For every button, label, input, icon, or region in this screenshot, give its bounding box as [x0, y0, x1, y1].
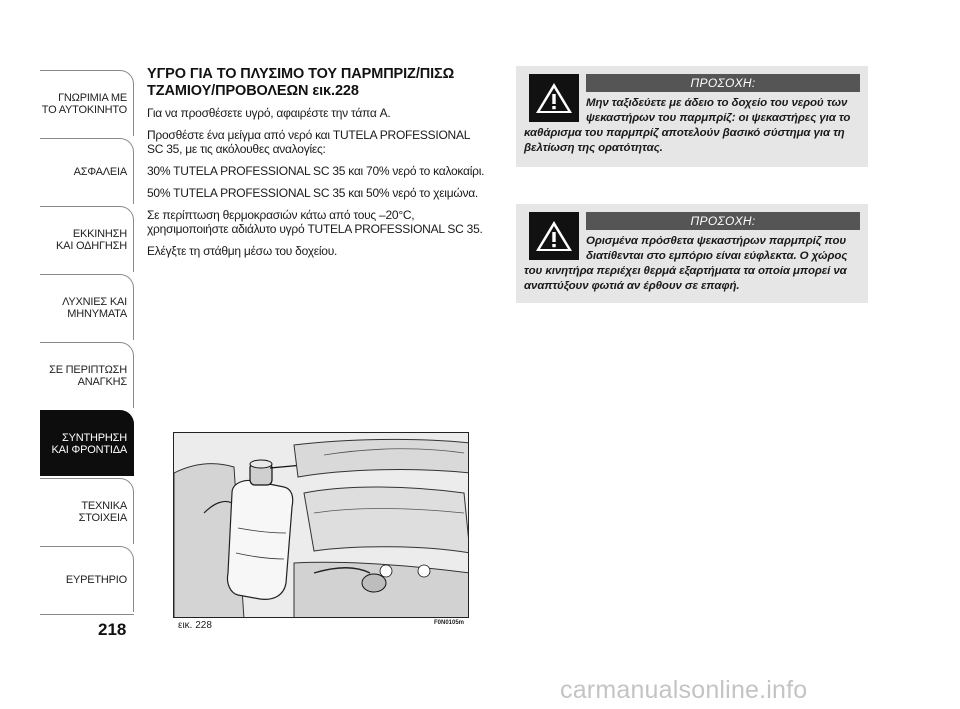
warning-label: ΠΡΟΣΟΧΗ: — [586, 212, 860, 230]
warning-box-flammable — [516, 204, 868, 303]
tab-index[interactable]: ΕΥΡΕΤΗΡΙΟ — [40, 546, 134, 612]
paragraph-winter-ratio: 50% TUTELA PROFESSIONAL SC 35 και 50% νερό το χειμώνα. — [147, 186, 479, 200]
figure-code: F0N0105m — [434, 620, 465, 626]
tab-starting-driving[interactable]: ΕΚΚΙΝΗΣΗ ΚΑΙ ΟΔΗΓΗΣΗ — [40, 206, 134, 272]
paragraph-check-level: Ελέγξτε τη στάθμη μέσω του δοχείου. — [147, 244, 338, 258]
tab-safety[interactable]: ΑΣΦΑΛΕΙΑ — [40, 138, 134, 204]
warning-text-tail: καθάρισμα του παρμπρίζ αποτελούν βασικό σύστημα για τη βελτίωση της ορατότητας. — [524, 127, 845, 154]
tab-emergency[interactable]: ΣΕ ΠΕΡΙΠΤΩΣΗ ΑΝΑΓΚΗΣ — [40, 342, 134, 408]
main-content — [147, 66, 497, 266]
warning-text-head: Μην ταξιδεύετε με άδειο το δοχείο του νερού των ψεκαστήρων του παρμπρίζ: οι ψεκαστήρες για το — [586, 97, 851, 124]
sidebar-divider — [40, 614, 134, 615]
tab-maintenance[interactable]: ΣΥΝΤΗΡΗΣΗ ΚΑΙ ΦΡΟΝΤΙΔΑ — [40, 410, 134, 476]
paragraph-remove-cap: Για να προσθέσετε υγρό, αφαιρέστε την τάπα A. — [147, 106, 391, 120]
warning-box-empty-reservoir — [516, 66, 868, 167]
tab-getting-to-know[interactable]: ΓΝΩΡΙΜΙΑ ΜΕ ΤΟ ΑΥΤΟΚΙΝΗΤΟ — [40, 70, 134, 136]
warning-triangle-icon — [529, 74, 579, 122]
paragraph-mixture: Προσθέστε ένα μείγμα από νερό και TUTELA PROFESSIONAL SC 35, με τις ακόλουθες αναλογίες: — [147, 128, 471, 156]
tab-warning-lights[interactable]: ΛΥΧΝΙΕΣ ΚΑΙ ΜΗΝΥΜΑΤΑ — [40, 274, 134, 340]
tab-technical-data[interactable]: ΤΕΧΝΙΚΑ ΣΤΟΙΧΕΙΑ — [40, 478, 134, 544]
page-number: 218 — [98, 620, 127, 639]
figure-caption: εικ. 228 — [178, 620, 212, 631]
warning-triangle-icon — [529, 212, 579, 260]
engine-bay-illustration — [174, 433, 469, 618]
figure-engine-bay — [173, 432, 469, 618]
warning-label: ΠΡΟΣΟΧΗ: — [586, 74, 860, 92]
watermark: carmanualsonline.info — [560, 676, 808, 704]
paragraph-low-temp: Σε περίπτωση θερμοκρασιών κάτω από τους –20°C, χρησιμοποιήστε αδιάλυτο υγρό TUTELA PROFESSIONAL SC 35. — [147, 208, 483, 236]
section-title: ΥΓΡΟ ΓΙΑ ΤΟ ΠΛΥΣΙΜΟ ΤΟΥ ΠΑΡΜΠΡΙΖ/ΠΙΣΩ ΤΖΑΜΙΟΥ/ΠΡΟΒΟΛΕΩΝ εικ.228 — [147, 66, 455, 99]
paragraph-summer-ratio: 30% TUTELA PROFESSIONAL SC 35 και 70% νερό το καλοκαίρι. — [147, 164, 485, 178]
warning-text-tail: του κινητήρα περιέχει θερμά εξαρτήματα τα οποία μπορεί να αναπτύξουν φωτιά αν έρθουν σε επαφή. — [524, 265, 847, 292]
warning-text-head: Ορισμένα πρόσθετα ψεκαστήρων παρμπρίζ που διατίθενται στο εμπόριο είναι εύφλεκτα. Ο χώρος — [586, 235, 848, 262]
